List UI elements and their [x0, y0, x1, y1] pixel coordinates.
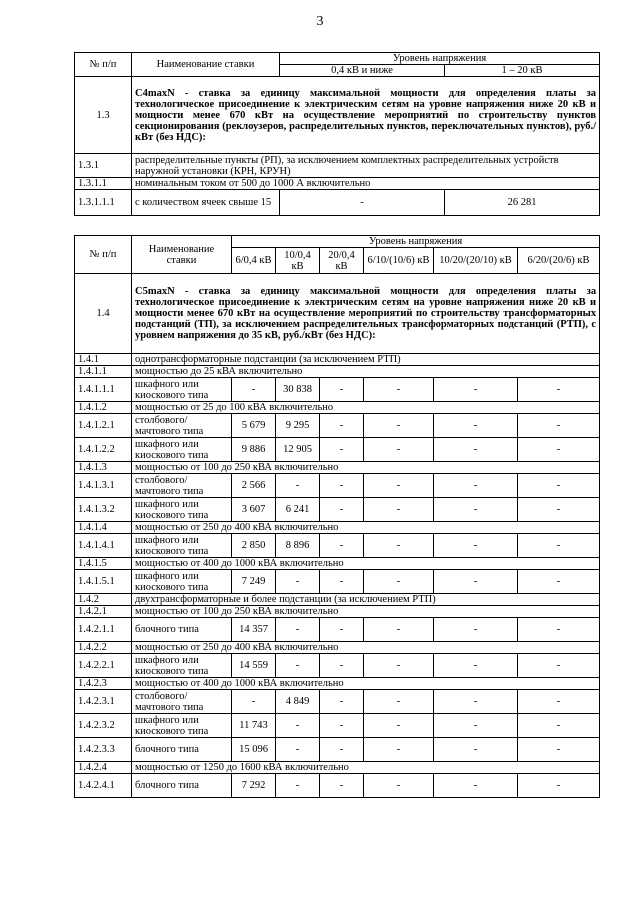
value-cell: - — [276, 570, 320, 594]
row-title: блочного типа — [132, 738, 232, 762]
value-cell: - — [518, 378, 600, 402]
col-level-header: Уровень напряжения — [232, 236, 600, 248]
value-cell: - — [518, 438, 600, 462]
row-number: 1.4.1.2 — [75, 402, 132, 414]
value-cell: - — [364, 570, 434, 594]
col-num-header: № п/п — [75, 236, 132, 274]
row-title: мощностью от 1250 до 1600 кВА включительно — [132, 762, 600, 774]
row-number: 1.3.1.1 — [75, 178, 132, 190]
col-name-header: Наименование ставки — [132, 236, 232, 274]
row-number: 1.4.1.4.1 — [75, 534, 132, 558]
value-cell: - — [434, 570, 518, 594]
row-number: 1.4.2 — [75, 594, 132, 606]
value-cell: - — [276, 654, 320, 678]
table-row — [75, 190, 600, 216]
row-title: однотрансформаторные подстанции (за исключением РТП) — [132, 354, 600, 366]
level-header: 10/0,4 кВ — [276, 248, 320, 274]
rate-table-c4 — [74, 52, 600, 216]
value-cell: - — [320, 774, 364, 798]
table-row — [75, 570, 600, 594]
value-cell: - — [364, 738, 434, 762]
value-cell: 14 559 — [232, 654, 276, 678]
value-cell: - — [434, 690, 518, 714]
row-number: 1.4.2.4 — [75, 762, 132, 774]
row-number: 1.4.1.1 — [75, 366, 132, 378]
table-row — [75, 690, 600, 714]
row-number: 1.4.1.2.1 — [75, 414, 132, 438]
row-number: 1.4.2.3 — [75, 678, 132, 690]
value-cell: - — [320, 378, 364, 402]
row-title: шкафного или киоскового типа — [132, 378, 232, 402]
row-title: C4maxN - ставка за единицу максимальной мощности для определения платы за технологическое присоединение к электрическим сетям на уровне напряжения ниже 20 кВ и мощности менее 670 кВт на осуществление мероприятий по строительству пунктов секционирования (реклоузеров, распределительных пунктов, переключательных пунктов), руб./кВт (без НДС): — [132, 77, 600, 154]
value-cell: - — [518, 414, 600, 438]
table-row — [75, 414, 600, 438]
row-number: 1.4.2.4.1 — [75, 774, 132, 798]
row-number: 1.4.2.3.2 — [75, 714, 132, 738]
row-number: 1.4.1.4 — [75, 522, 132, 534]
row-title: мощностью от 250 до 400 кВА включительно — [132, 642, 600, 654]
value-cell: 2 566 — [232, 474, 276, 498]
row-number: 1.4.2.1.1 — [75, 618, 132, 642]
table-row — [75, 678, 600, 690]
col-num-header: № п/п — [75, 53, 132, 77]
value-cell: 7 292 — [232, 774, 276, 798]
value-cell: - — [364, 534, 434, 558]
value-cell: - — [276, 774, 320, 798]
value-cell: - — [364, 654, 434, 678]
value-cell: 26 281 — [445, 190, 600, 216]
row-number: 1.4.1.1.1 — [75, 378, 132, 402]
value-cell: - — [518, 570, 600, 594]
row-title: шкафного или киоскового типа — [132, 498, 232, 522]
row-title: распределительные пункты (РП), за исключением комплектных распределительных устройств наружной установки (КРН, КРУН) — [132, 154, 600, 178]
row-title: шкафного или киоскового типа — [132, 654, 232, 678]
value-cell: - — [364, 378, 434, 402]
value-cell: - — [276, 474, 320, 498]
row-number: 1.3.1 — [75, 154, 132, 178]
value-cell: - — [364, 498, 434, 522]
value-cell: - — [518, 618, 600, 642]
table-row — [75, 77, 600, 154]
row-title: двухтрансформаторные и более подстанции (за исключением РТП) — [132, 594, 600, 606]
value-cell: - — [364, 438, 434, 462]
value-cell: - — [434, 774, 518, 798]
table-row — [75, 618, 600, 642]
table-row — [75, 738, 600, 762]
value-cell: - — [364, 618, 434, 642]
row-title: мощностью от 400 до 1000 кВА включительно — [132, 558, 600, 570]
col-level-header: Уровень напряжения — [280, 53, 600, 65]
value-cell: - — [364, 774, 434, 798]
value-cell: 14 357 — [232, 618, 276, 642]
value-cell: - — [434, 378, 518, 402]
row-number: 1.4.2.2 — [75, 642, 132, 654]
row-title: шкафного или киоскового типа — [132, 534, 232, 558]
table-row — [75, 594, 600, 606]
value-cell: - — [518, 654, 600, 678]
value-cell: - — [320, 654, 364, 678]
row-title: шкафного или киоскового типа — [132, 438, 232, 462]
value-cell: 12 905 — [276, 438, 320, 462]
table-row — [75, 462, 600, 474]
level-header: 1 – 20 кВ — [445, 65, 600, 77]
value-cell: 4 849 — [276, 690, 320, 714]
value-cell: - — [434, 534, 518, 558]
row-title: мощностью от 250 до 400 кВА включительно — [132, 522, 600, 534]
row-number: 1.4.1.3.1 — [75, 474, 132, 498]
value-cell: 30 838 — [276, 378, 320, 402]
value-cell: - — [320, 474, 364, 498]
table-row — [75, 762, 600, 774]
value-cell: - — [518, 474, 600, 498]
value-cell: - — [364, 414, 434, 438]
value-cell: 15 096 — [232, 738, 276, 762]
level-header: 0,4 кВ и ниже — [280, 65, 445, 77]
value-cell: - — [364, 690, 434, 714]
value-cell: 11 743 — [232, 714, 276, 738]
value-cell: - — [518, 498, 600, 522]
row-number: 1.4.1 — [75, 354, 132, 366]
row-title: мощностью от 100 до 250 кВА включительно — [132, 462, 600, 474]
value-cell: - — [364, 474, 434, 498]
row-number: 1.3 — [75, 77, 132, 154]
table-row — [75, 774, 600, 798]
row-number: 1.4.2.1 — [75, 606, 132, 618]
row-number: 1.3.1.1.1 — [75, 190, 132, 216]
table-row — [75, 714, 600, 738]
row-number: 1.4.2.3.3 — [75, 738, 132, 762]
level-header: 10/20/(20/10) кВ — [434, 248, 518, 274]
value-cell: - — [232, 378, 276, 402]
value-cell: - — [320, 690, 364, 714]
row-title: блочного типа — [132, 774, 232, 798]
value-cell: - — [320, 714, 364, 738]
value-cell: - — [434, 498, 518, 522]
value-cell: 9 886 — [232, 438, 276, 462]
page-number: 3 — [316, 14, 324, 29]
row-title: мощностью от 100 до 250 кВА включительно — [132, 606, 600, 618]
level-header: 20/0,4 кВ — [320, 248, 364, 274]
table-row — [75, 378, 600, 402]
table-row — [75, 558, 600, 570]
value-cell: - — [320, 534, 364, 558]
row-title: мощностью от 400 до 1000 кВА включительно — [132, 678, 600, 690]
table-row — [75, 654, 600, 678]
row-number: 1.4.2.3.1 — [75, 690, 132, 714]
table-row — [75, 402, 600, 414]
rate-table-c5 — [74, 235, 600, 798]
level-header: 6/0,4 кВ — [232, 248, 276, 274]
table-row — [75, 474, 600, 498]
row-title: мощностью от 25 до 100 кВА включительно — [132, 402, 600, 414]
value-cell: 6 241 — [276, 498, 320, 522]
value-cell: 5 679 — [232, 414, 276, 438]
row-number: 1.4.1.3 — [75, 462, 132, 474]
level-header: 6/20/(20/6) кВ — [518, 248, 600, 274]
table-row — [75, 534, 600, 558]
row-number: 1.4.1.5 — [75, 558, 132, 570]
value-cell: - — [320, 570, 364, 594]
table-row — [75, 642, 600, 654]
row-title: блочного типа — [132, 618, 232, 642]
value-cell: 8 896 — [276, 534, 320, 558]
value-cell: - — [434, 714, 518, 738]
value-cell: - — [276, 714, 320, 738]
row-number: 1.4.2.2.1 — [75, 654, 132, 678]
row-title: столбового/ мачтового типа — [132, 690, 232, 714]
value-cell: - — [434, 438, 518, 462]
value-cell: - — [518, 738, 600, 762]
level-header: 6/10/(10/6) кВ — [364, 248, 434, 274]
value-cell: - — [518, 534, 600, 558]
value-cell: 9 295 — [276, 414, 320, 438]
table-row — [75, 178, 600, 190]
value-cell: - — [518, 690, 600, 714]
value-cell: 2 850 — [232, 534, 276, 558]
value-cell: - — [434, 654, 518, 678]
row-title: номинальным током от 500 до 1000 А включительно — [132, 178, 600, 190]
row-number: 1.4.1.2.2 — [75, 438, 132, 462]
table-row — [75, 522, 600, 534]
col-name-header: Наименование ставки — [132, 53, 280, 77]
table-row — [75, 274, 600, 354]
row-title: шкафного или киоскового типа — [132, 714, 232, 738]
value-cell: - — [320, 618, 364, 642]
table-row — [75, 366, 600, 378]
value-cell: - — [276, 738, 320, 762]
row-title: с количеством ячеек свыше 15 — [132, 190, 280, 216]
value-cell: - — [276, 618, 320, 642]
row-title: шкафного или киоскового типа — [132, 570, 232, 594]
value-cell: - — [364, 714, 434, 738]
value-cell: - — [280, 190, 445, 216]
value-cell: - — [232, 690, 276, 714]
row-title: мощностью до 25 кВА включительно — [132, 366, 600, 378]
table-row — [75, 438, 600, 462]
value-cell: - — [518, 714, 600, 738]
value-cell: - — [518, 774, 600, 798]
row-number: 1.4.1.5.1 — [75, 570, 132, 594]
table-row — [75, 354, 600, 366]
table-row — [75, 154, 600, 178]
row-number: 1.4 — [75, 274, 132, 354]
row-title: C5maxN - ставка за единицу максимальной мощности для определения платы за технологическое присоединение к электрическим сетям на уровне напряжения ниже 20 кВ и мощности менее 670 кВт на осуществление мероприятий по строительству трансформаторных подстанций (ТП), за исключением распределительных трансформаторных подстанций (РТП), с уровнем напряжения до 35 кВ, руб./кВт (без НДС): — [132, 274, 600, 354]
value-cell: - — [434, 474, 518, 498]
table-row — [75, 498, 600, 522]
value-cell: - — [320, 438, 364, 462]
value-cell: - — [434, 738, 518, 762]
row-title: столбового/ мачтового типа — [132, 414, 232, 438]
value-cell: 3 607 — [232, 498, 276, 522]
value-cell: - — [434, 414, 518, 438]
value-cell: - — [320, 414, 364, 438]
row-number: 1.4.1.3.2 — [75, 498, 132, 522]
table-row — [75, 606, 600, 618]
value-cell: 7 249 — [232, 570, 276, 594]
value-cell: - — [434, 618, 518, 642]
row-title: столбового/ мачтового типа — [132, 474, 232, 498]
value-cell: - — [320, 738, 364, 762]
value-cell: - — [320, 498, 364, 522]
